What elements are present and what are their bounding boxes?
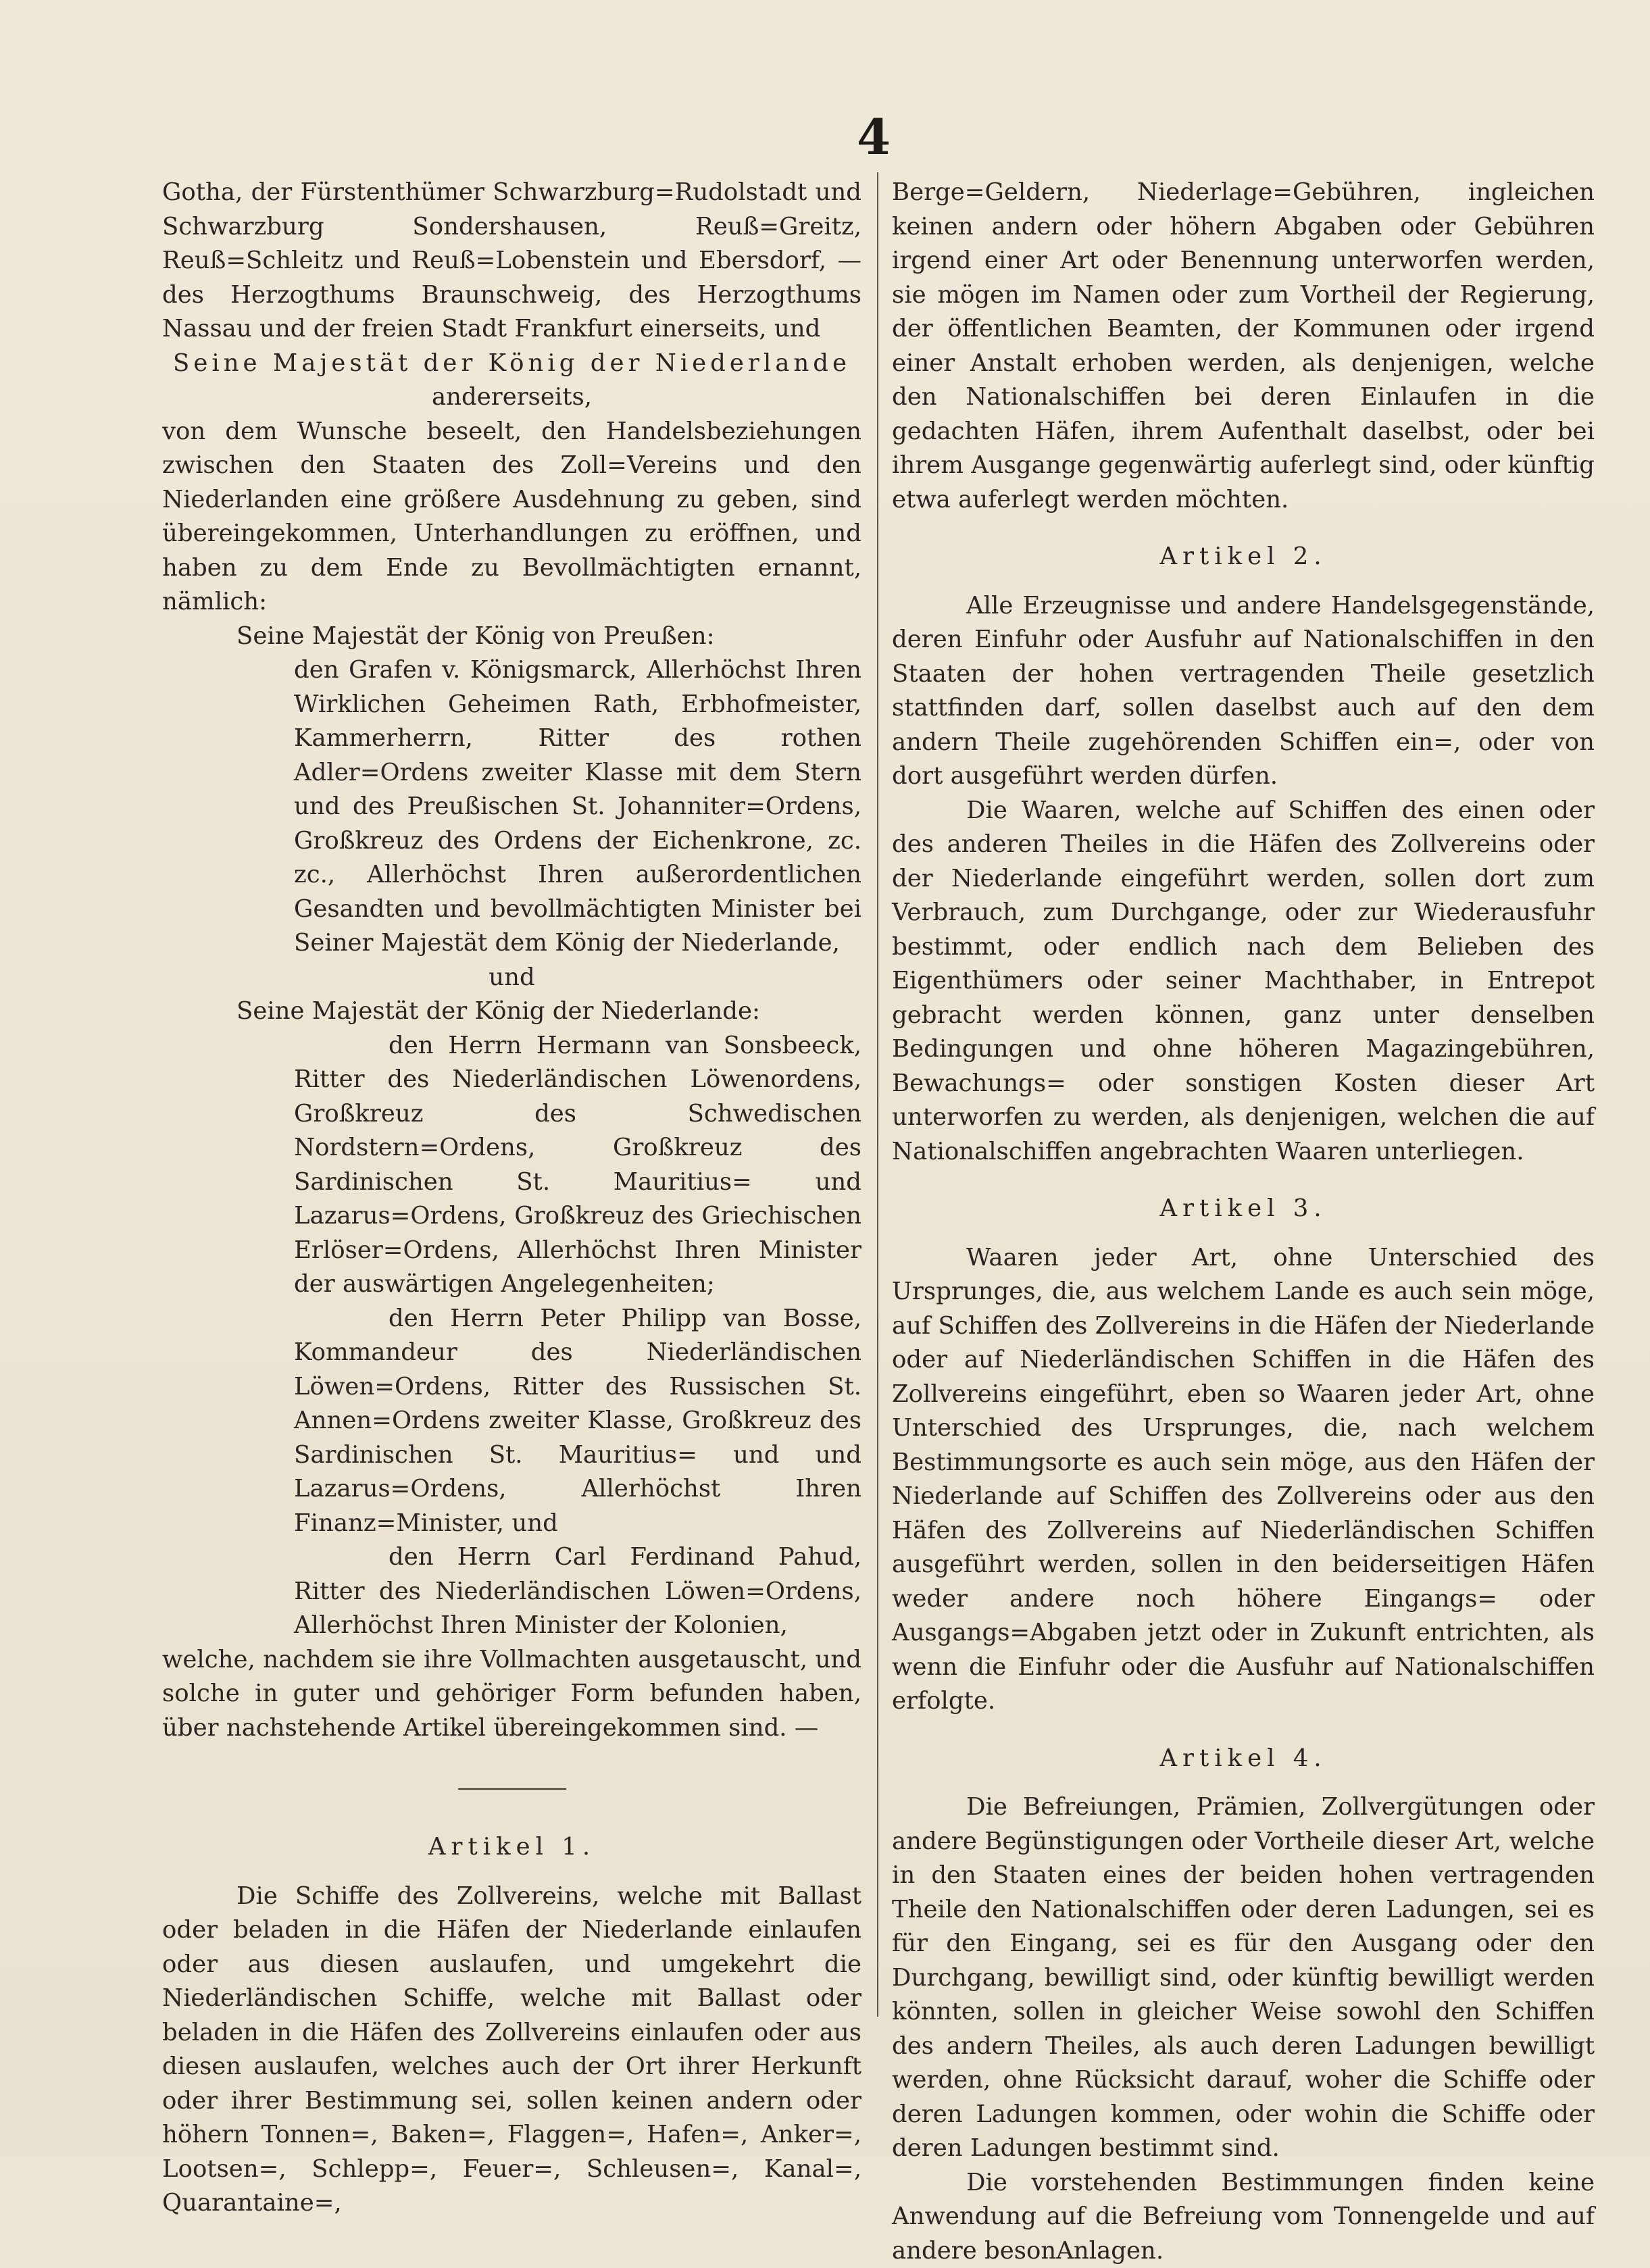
paragraph: den Herrn Carl Ferdinand Pahud, Ritter des Niederländischen Löwen=Ordens, Allerhöchst Ihren Minister der Kolonien, bbox=[162, 1540, 861, 1643]
left-column bbox=[162, 176, 861, 2221]
paragraph: welche, nachdem sie ihre Vollmachten ausgetauscht, und solche in guter und gehöriger Form befunden haben, über nachstehende Artikel übereingekommen sind. — bbox=[162, 1643, 861, 1746]
right-column bbox=[892, 176, 1595, 2268]
paragraph: Seine Majestät der König der Niederlande bbox=[162, 347, 861, 381]
article-heading: Artikel 3. bbox=[892, 1192, 1595, 1226]
article-heading: Artikel 2. bbox=[892, 540, 1595, 574]
paragraph: Seine Majestät der König der Niederlande: bbox=[162, 994, 861, 1029]
paragraph: Die Befreiungen, Prämien, Zollvergütungen oder andere Begünstigungen oder Vortheile dieser Art, welche in den Staaten eines der beiden hohen vertragenden Theile den Nationalschiffen oder deren Ladungen, sei es für den Eingang, sei es für den Ausgang oder den Durchgang, bewilligt sind, oder künftig bewilligt werden könnten, sollen in gleicher Weise sowohl den Schiffen des andern Theiles, als auch deren Ladungen bewilligt werden, ohne Rücksicht darauf, woher die Schiffe oder deren Ladungen kommen, oder wohin die Schiffe oder deren Ladungen bestimmt sind. bbox=[892, 1790, 1595, 2166]
page-number: 4 bbox=[857, 108, 891, 166]
paragraph: Berge=Geldern, Niederlage=Gebühren, ingleichen keinen andern oder höhern Abgaben oder Gebühren irgend einer Art oder Benennung unterworfen werden, sie mögen im Namen oder zum Vortheil der Regierung, der öffentlichen Beamten, der Kommunen oder irgend einer Anstalt erhoben werden, als denjenigen, welche den Nationalschiffen bei deren Einlaufen in die gedachten Häfen, ihrem Aufenthalt daselbst, oder bei ihrem Ausgange gegenwärtig auferlegt sind, oder künftig etwa auferlegt werden möchten. bbox=[892, 176, 1595, 517]
paragraph: Die vorstehenden Bestimmungen finden keine Anwendung auf die Befreiung vom Tonnengelde und auf andere besonAnlagen. bbox=[892, 2166, 1595, 2268]
paragraph: Alle Erzeugnisse und andere Handelsgegenstände, deren Einfuhr oder Ausfuhr auf Nationalschiffen in den Staaten der hohen vertragenden Theile gesetzlich stattfinden darf, sollen daselbst auch auf den dem andern Theile zugehörenden Schiffen ein=, oder von dort ausgeführt werden dürfen. bbox=[892, 589, 1595, 794]
article-heading: Artikel 4. bbox=[892, 1742, 1595, 1776]
paragraph: den Herrn Peter Philipp van Bosse, Kommandeur des Niederländischen Löwen=Ordens, Ritter des Russischen St. Annen=Ordens zweiter Klasse, Großkreuz des Sardinischen St. Mauritius= und und Lazarus=Ordens, Allerhöchst Ihren Finanz=Minister, und bbox=[162, 1302, 861, 1541]
paragraph: Seine Majestät der König von Preußen: bbox=[162, 620, 861, 654]
section-divider bbox=[458, 1788, 566, 1790]
article-heading: Artikel 1. bbox=[162, 1830, 861, 1865]
paragraph: Die Waaren, welche auf Schiffen des einen oder des anderen Theiles in die Häfen des Zollvereins oder der Niederlande eingeführt werden, sollen dort zum Verbrauch, zum Durchgange, oder zur Wiederausfuhr bestimmt, oder endlich nach dem Belieben des Eigenthümers oder seiner Machthaber, in Entrepot gebracht werden können, ganz unter denselben Bedingungen und ohne höheren Magazingebühren, Bewachungs= oder sonstigen Kosten dieser Art unterworfen zu werden, als denjenigen, welchen die auf Nationalschiffen angebrachten Waaren unterliegen. bbox=[892, 794, 1595, 1169]
paragraph: Waaren jeder Art, ohne Unterschied des Ursprunges, die, aus welchem Lande es auch sein möge, auf Schiffen des Zollvereins in die Häfen der Niederlande oder auf Niederländischen Schiffen in die Häfen des Zollvereins eingeführt, eben so Waaren jeder Art, ohne Unterschied des Ursprunges, die, nach welchem Bestimmungsorte es auch sein möge, aus den Häfen der Niederlande auf Schiffen des Zollvereins oder aus den Häfen des Zollvereins auf Niederländischen Schiffen ausgeführt werden, sollen in den beiderseitigen Häfen weder andere noch höhere Eingangs= oder Ausgangs=Abgaben jetzt oder in Zukunft entrichten, als wenn die Einfuhr oder die Ausfuhr auf Nationalschiffen erfolgte. bbox=[892, 1241, 1595, 1719]
column-divider bbox=[877, 172, 878, 2017]
paragraph: und bbox=[162, 961, 861, 995]
paragraph: andererseits, bbox=[162, 380, 861, 415]
paragraph: den Grafen v. Königsmarck, Allerhöchst Ihren Wirklichen Geheimen Rath, Erbhofmeister, Kammerherrn, Ritter des rothen Adler=Ordens zweiter Klasse mit dem Stern und des Preußischen St. Johanniter=Ordens, Großkreuz des Ordens der Eichenkrone, zc. zc., Allerhöchst Ihren außerordentlichen Gesandten und bevollmächtigten Minister bei Seiner Majestät dem König der Niederlande, bbox=[162, 653, 861, 961]
paragraph: Gotha, der Fürstenthümer Schwarzburg=Rudolstadt und Schwarzburg Sondershausen, Reuß=Greitz, Reuß=Schleitz und Reuß=Lobenstein und Ebersdorf, — des Herzogthums Braunschweig, des Herzogthums Nassau und der freien Stadt Frankfurt einerseits, und bbox=[162, 176, 861, 347]
paragraph: den Herrn Hermann van Sonsbeeck, Ritter des Niederländischen Löwenordens, Großkreuz des Schwedischen Nordstern=Ordens, Großkreuz des Sardinischen St. Mauritius= und Lazarus=Ordens, Großkreuz des Griechischen Erlöser=Ordens, Allerhöchst Ihren Minister der auswärtigen Angelegenheiten; bbox=[162, 1029, 861, 1302]
paragraph: Die Schiffe des Zollvereins, welche mit Ballast oder beladen in die Häfen der Niederlande einlaufen oder aus diesen auslaufen, und umgekehrt die Niederländischen Schiffe, welche mit Ballast oder beladen in die Häfen des Zollvereins einlaufen oder aus diesen auslaufen, welches auch der Ort ihrer Herkunft oder ihrer Bestimmung sei, sollen keinen andern oder höhern Tonnen=, Baken=, Flaggen=, Hafen=, Anker=, Lootsen=, Schlepp=, Feuer=, Schleusen=, Kanal=, Quarantaine=, bbox=[162, 1880, 861, 2221]
paragraph: von dem Wunsche beseelt, den Handelsbeziehungen zwischen den Staaten des Zoll=Vereins und den Niederlanden eine größere Ausdehnung zu geben, sind übereingekommen, Unterhandlungen zu eröffnen, und haben zu dem Ende zu Bevollmächtigten ernannt, nämlich: bbox=[162, 415, 861, 620]
